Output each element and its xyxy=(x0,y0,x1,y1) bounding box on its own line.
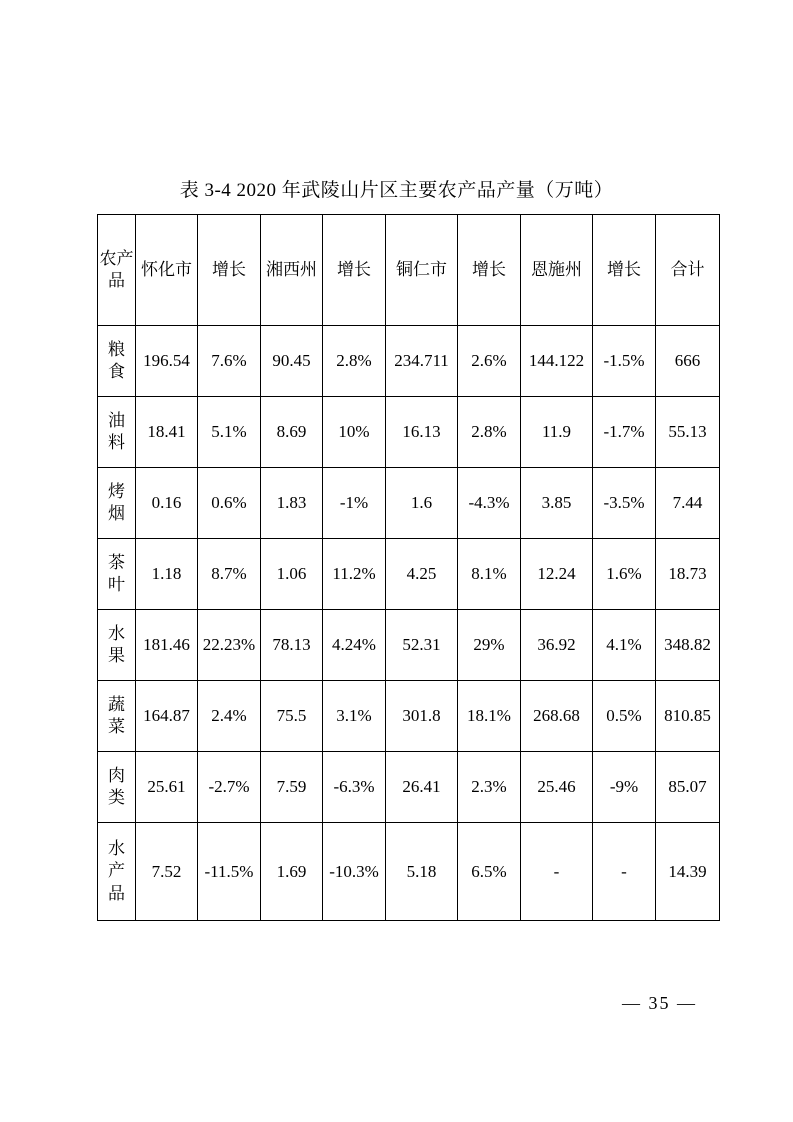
column-header-tongren-growth: 增长 xyxy=(458,215,521,326)
table-cell: 301.8 xyxy=(386,681,458,752)
table-cell: 12.24 xyxy=(521,539,593,610)
table-cell: -1.5% xyxy=(593,326,656,397)
table-cell: 1.6 xyxy=(386,468,458,539)
column-header-huaihua: 怀化市 xyxy=(136,215,198,326)
table-row xyxy=(98,610,720,681)
row-label: 水果 xyxy=(98,610,136,681)
table-cell: -1.7% xyxy=(593,397,656,468)
table-cell: 16.13 xyxy=(386,397,458,468)
page-number: — 35 — xyxy=(622,993,697,1013)
column-header-huaihua-growth: 增长 xyxy=(198,215,261,326)
table-cell: 2.6% xyxy=(458,326,521,397)
table-cell: 8.69 xyxy=(261,397,323,468)
table-cell: -9% xyxy=(593,752,656,823)
column-header-xiangxi-growth: 增长 xyxy=(323,215,386,326)
table-cell: 0.6% xyxy=(198,468,261,539)
table-cell: 5.18 xyxy=(386,823,458,921)
table-row xyxy=(98,468,720,539)
table-cell: 2.4% xyxy=(198,681,261,752)
table-cell: 2.8% xyxy=(323,326,386,397)
table-row xyxy=(98,681,720,752)
table-cell: 8.7% xyxy=(198,539,261,610)
table-cell: 7.44 xyxy=(656,468,720,539)
column-header-product: 农产品 xyxy=(98,215,136,326)
table-cell: 2.8% xyxy=(458,397,521,468)
table-cell: 4.25 xyxy=(386,539,458,610)
table-cell: -1% xyxy=(323,468,386,539)
table-cell: 11.9 xyxy=(521,397,593,468)
table-cell: 1.6% xyxy=(593,539,656,610)
table-row xyxy=(98,326,720,397)
table-cell: 78.13 xyxy=(261,610,323,681)
table-cell: 55.13 xyxy=(656,397,720,468)
table-cell: -11.5% xyxy=(198,823,261,921)
table-cell: 0.16 xyxy=(136,468,198,539)
table-cell: 6.5% xyxy=(458,823,521,921)
table-cell: 25.46 xyxy=(521,752,593,823)
table-cell: 0.5% xyxy=(593,681,656,752)
table-cell: 4.24% xyxy=(323,610,386,681)
table-cell: 7.59 xyxy=(261,752,323,823)
table-cell: 10% xyxy=(323,397,386,468)
table-cell: 26.41 xyxy=(386,752,458,823)
table-cell: 18.1% xyxy=(458,681,521,752)
row-label: 烤烟 xyxy=(98,468,136,539)
table-cell: 196.54 xyxy=(136,326,198,397)
column-header-total: 合计 xyxy=(656,215,720,326)
table-caption: 表 3-4 2020 年武陵山片区主要农产品产量（万吨） xyxy=(179,180,614,201)
table-cell: 164.87 xyxy=(136,681,198,752)
table-cell: 3.85 xyxy=(521,468,593,539)
table-cell: -4.3% xyxy=(458,468,521,539)
table-cell: 1.69 xyxy=(261,823,323,921)
table-cell: 144.122 xyxy=(521,326,593,397)
column-header-enshi-growth: 增长 xyxy=(593,215,656,326)
table-cell: 25.61 xyxy=(136,752,198,823)
table-container xyxy=(97,214,711,921)
column-header-xiangxi: 湘西州 xyxy=(261,215,323,326)
table-cell: 1.18 xyxy=(136,539,198,610)
table-cell: -10.3% xyxy=(323,823,386,921)
table-cell: 7.52 xyxy=(136,823,198,921)
table-cell: 8.1% xyxy=(458,539,521,610)
table-cell: 11.2% xyxy=(323,539,386,610)
table-cell: 1.83 xyxy=(261,468,323,539)
row-label: 粮食 xyxy=(98,326,136,397)
table-cell: 5.1% xyxy=(198,397,261,468)
table-cell: -3.5% xyxy=(593,468,656,539)
table-cell: 75.5 xyxy=(261,681,323,752)
table-cell: 7.6% xyxy=(198,326,261,397)
table-cell: 1.06 xyxy=(261,539,323,610)
row-label: 水产品 xyxy=(98,823,136,921)
table-cell: 18.73 xyxy=(656,539,720,610)
table-cell: 52.31 xyxy=(386,610,458,681)
table-cell: -6.3% xyxy=(323,752,386,823)
table-cell: 181.46 xyxy=(136,610,198,681)
table-cell: 2.3% xyxy=(458,752,521,823)
row-label: 蔬菜 xyxy=(98,681,136,752)
table-cell: -2.7% xyxy=(198,752,261,823)
table-cell: 666 xyxy=(656,326,720,397)
row-label: 茶叶 xyxy=(98,539,136,610)
table-header-row xyxy=(98,215,720,326)
row-label: 油料 xyxy=(98,397,136,468)
table-cell: 4.1% xyxy=(593,610,656,681)
table-cell: 22.23% xyxy=(198,610,261,681)
table-row xyxy=(98,752,720,823)
table-cell: 90.45 xyxy=(261,326,323,397)
column-header-tongren: 铜仁市 xyxy=(386,215,458,326)
agricultural-output-table xyxy=(97,214,720,921)
table-cell: - xyxy=(521,823,593,921)
table-cell: 29% xyxy=(458,610,521,681)
table-cell: 3.1% xyxy=(323,681,386,752)
column-header-enshi: 恩施州 xyxy=(521,215,593,326)
table-row xyxy=(98,397,720,468)
table-cell: 268.68 xyxy=(521,681,593,752)
table-cell: 36.92 xyxy=(521,610,593,681)
table-cell: 810.85 xyxy=(656,681,720,752)
table-cell: 348.82 xyxy=(656,610,720,681)
table-cell: 85.07 xyxy=(656,752,720,823)
table-cell: 18.41 xyxy=(136,397,198,468)
table-row xyxy=(98,539,720,610)
table-row xyxy=(98,823,720,921)
table-cell: 234.711 xyxy=(386,326,458,397)
row-label: 肉类 xyxy=(98,752,136,823)
table-cell: - xyxy=(593,823,656,921)
table-cell: 14.39 xyxy=(656,823,720,921)
